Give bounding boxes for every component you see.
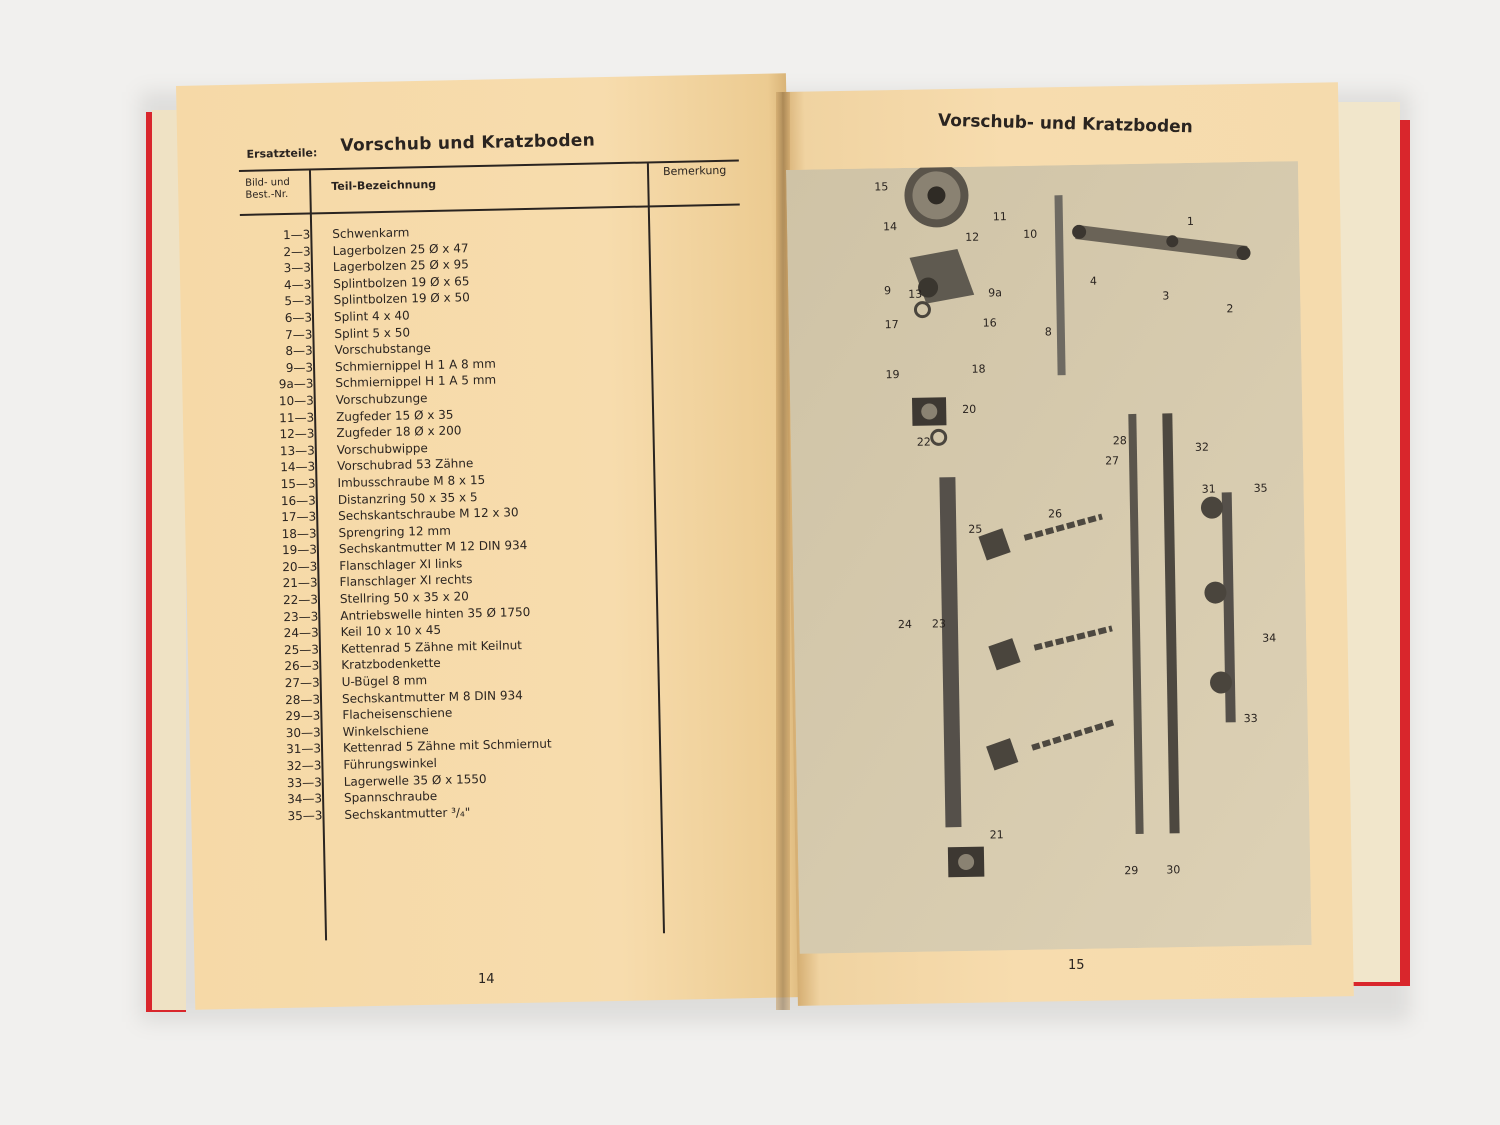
part-description: Vorschubwippe <box>336 440 428 457</box>
part-number: 14—3 <box>280 459 316 475</box>
part-description: Schmiernippel H 1 A 5 mm <box>335 372 497 391</box>
page-number-right: 15 <box>1068 958 1085 973</box>
part-number: 31—3 <box>286 741 322 757</box>
part-description: Winkelschiene <box>342 722 429 739</box>
part-description: Sechskantmutter M 12 DIN 934 <box>338 538 528 557</box>
photo-label-20: 20 <box>962 402 977 416</box>
photo-label-9: 9 <box>884 284 892 298</box>
part-description: Flacheisenschiene <box>342 705 453 723</box>
part-number: 6—3 <box>284 310 313 326</box>
photo-label-2: 2 <box>1226 302 1234 316</box>
part-number: 4—3 <box>283 277 312 292</box>
part-number: 11—3 <box>279 410 315 425</box>
part-number: 2—3 <box>283 244 311 259</box>
part-description: Splintbolzen 19 Ø x 50 <box>333 290 470 308</box>
photo-label-22: 22 <box>916 435 931 449</box>
part-description: Imbusschraube M 8 x 15 <box>337 472 486 490</box>
part-number: 33—3 <box>286 774 322 790</box>
part-description: Splintbolzen 19 Ø x 65 <box>333 273 470 291</box>
photo-label-1: 1 <box>1186 214 1195 229</box>
part-description: Schmiernippel H 1 A 8 mm <box>334 356 496 374</box>
part-number: 9—3 <box>285 360 314 375</box>
part-number: 23—3 <box>283 609 319 624</box>
photo-label-27: 27 <box>1105 454 1120 468</box>
photo-label-11: 11 <box>992 210 1007 224</box>
part-description: Sechskantmutter M 8 DIN 934 <box>341 687 523 706</box>
photo-label-28: 28 <box>1112 434 1127 448</box>
photo-label-32: 32 <box>1194 440 1210 454</box>
part-number: 1—3 <box>282 227 311 243</box>
part-number: 22—3 <box>282 592 319 608</box>
ersatzteile-label: Ersatzteile: <box>246 146 318 161</box>
part-number: 26—3 <box>284 658 320 674</box>
part-description: Kettenrad 5 Zähne mit Schmiernut <box>342 736 552 756</box>
photo-label-4: 4 <box>1089 274 1098 288</box>
part-description: Führungswinkel <box>343 755 437 772</box>
part-description: Sprengring 12 mm <box>338 523 451 540</box>
part-description: Antriebswelle hinten 35 Ø 1750 <box>340 604 531 623</box>
part-description: Vorschubrad 53 Zähne <box>337 456 474 474</box>
exploded-parts-photo <box>786 161 1312 954</box>
part-number: 10—3 <box>278 393 314 409</box>
diagram-title: Vorschub- und Kratzboden <box>937 110 1194 138</box>
part-number: 9a—3 <box>278 376 314 392</box>
photo-label-16: 16 <box>982 316 997 330</box>
part-number: 3—3 <box>283 260 312 276</box>
photo-label-18: 18 <box>971 362 986 376</box>
part-number: 20—3 <box>282 559 318 575</box>
part-description: Flanschlager XI rechts <box>339 572 473 590</box>
page-title: Vorschub und Kratzboden <box>340 130 596 156</box>
part-description: Sechskantschraube M 12 x 30 <box>338 505 519 524</box>
part-description: Kettenrad 5 Zähne mit Keilnut <box>340 638 523 656</box>
part-description: Kratzbodenkette <box>341 656 441 673</box>
part-number: 19—3 <box>281 542 318 558</box>
part-description: Vorschubstange <box>334 341 431 358</box>
part-description: Lagerwelle 35 Ø x 1550 <box>343 771 487 789</box>
part-description: Sechskantmutter ³/₄" <box>344 805 471 822</box>
part-number: 25—3 <box>283 642 320 657</box>
part-description: Splint 4 x 40 <box>333 308 410 324</box>
column-header-name: Teil-Bezeichnung <box>331 177 437 194</box>
photo-label-34: 34 <box>1262 631 1277 645</box>
part-description: Splint 5 x 50 <box>334 325 411 341</box>
part-description: Keil 10 x 10 x 45 <box>340 623 442 640</box>
photo-label-25: 25 <box>968 522 983 536</box>
part-description: U-Bügel 8 mm <box>341 673 428 689</box>
part-number: 12—3 <box>279 426 315 442</box>
part-description: Lagerbolzen 25 Ø x 47 <box>332 240 469 258</box>
photo-label-21: 21 <box>989 828 1004 842</box>
part-description: Vorschubzunge <box>335 391 428 407</box>
part-number: 34—3 <box>287 791 323 807</box>
part-number: 30—3 <box>285 725 321 740</box>
column-header-number: Bild- und Best.-Nr. <box>245 176 290 201</box>
part-description: Schwenkarm <box>332 225 410 242</box>
photo-label-31: 31 <box>1201 482 1216 496</box>
photo-label-9a: 9a <box>988 286 1003 300</box>
part-number: 15—3 <box>280 476 316 492</box>
part-number: 8—3 <box>285 343 313 359</box>
photo-label-8: 8 <box>1044 325 1052 339</box>
photo-label-19: 19 <box>885 368 900 382</box>
table-header-rule <box>240 204 740 216</box>
part-description: Distanzring 50 x 35 x 5 <box>337 489 478 507</box>
part-description: Lagerbolzen 25 Ø x 95 <box>332 257 470 275</box>
part-number: 7—3 <box>284 327 313 342</box>
part-number: 27—3 <box>284 675 320 691</box>
parts-table <box>240 220 652 826</box>
photo-label-30: 30 <box>1166 863 1181 877</box>
page-number-left: 14 <box>478 972 495 987</box>
part-number: 35—3 <box>287 808 323 823</box>
photo-label-26: 26 <box>1047 507 1063 521</box>
part-number: 16—3 <box>280 492 316 508</box>
photo-label-14: 14 <box>882 220 898 234</box>
part-number: 28—3 <box>284 692 321 707</box>
photo-label-3: 3 <box>1162 289 1170 303</box>
photo-label-29: 29 <box>1124 863 1139 878</box>
parts-list-page <box>238 115 776 1006</box>
part-description: Zugfeder 18 Ø x 200 <box>336 423 462 441</box>
part-number: 17—3 <box>281 509 317 525</box>
part-description: Zugfeder 15 Ø x 35 <box>335 407 454 424</box>
part-description: Spannschraube <box>343 789 438 806</box>
photo-label-35: 35 <box>1253 481 1268 495</box>
part-number: 29—3 <box>285 708 321 724</box>
part-description: Flanschlager XI links <box>339 556 463 573</box>
photo-label-24: 24 <box>897 617 913 632</box>
column-header-remark: Bemerkung <box>662 163 727 179</box>
part-number: 32—3 <box>286 758 322 774</box>
photo-label-17: 17 <box>884 318 899 332</box>
photo-label-33: 33 <box>1243 711 1258 726</box>
part-number: 5—3 <box>284 293 312 309</box>
table-divider-2 <box>647 163 665 933</box>
photo-label-23: 23 <box>931 617 947 631</box>
photo-label-10: 10 <box>1023 227 1038 241</box>
photo-label-15: 15 <box>874 180 889 194</box>
photo-label-12: 12 <box>965 230 980 244</box>
part-description: Stellring 50 x 35 x 20 <box>339 589 470 607</box>
part-number: 21—3 <box>282 575 318 591</box>
part-number: 13—3 <box>279 443 315 458</box>
photo-label-13: 13 <box>908 287 923 301</box>
part-number: 24—3 <box>283 625 319 641</box>
part-number: 18—3 <box>281 526 317 541</box>
